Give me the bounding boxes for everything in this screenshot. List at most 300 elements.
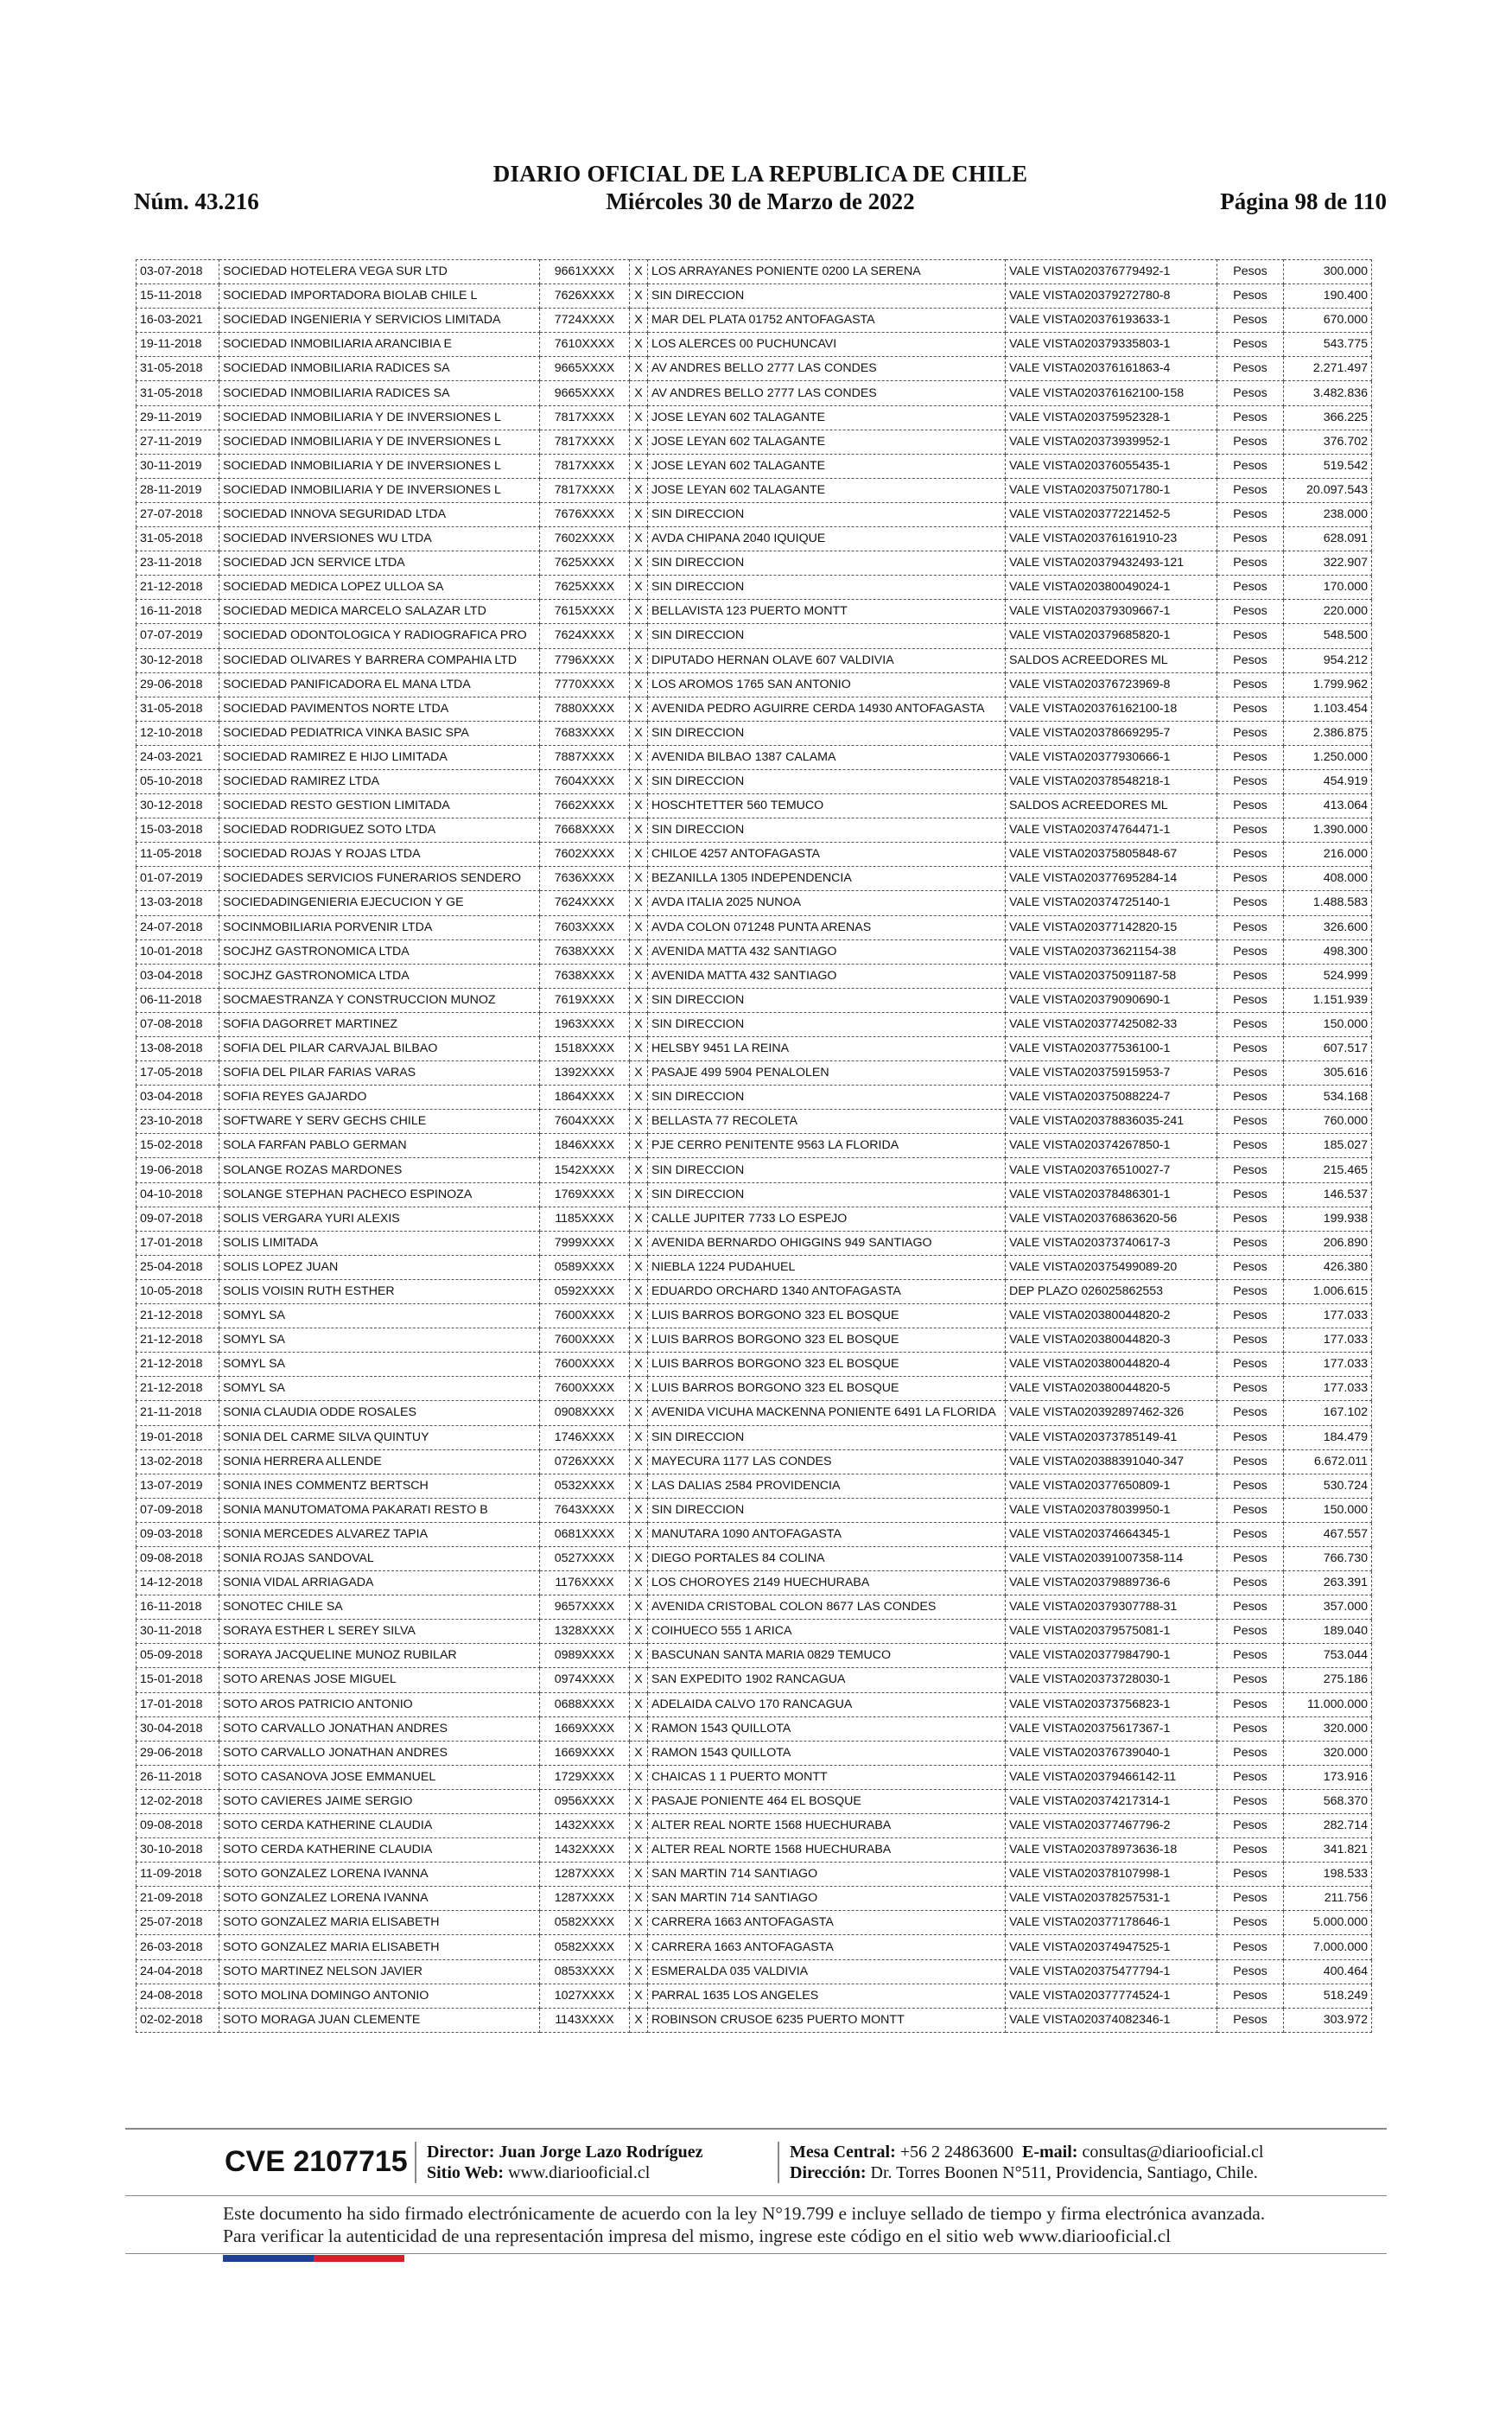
rut-cell: 0527XXXX [540,1546,630,1570]
currency-cell: Pesos [1217,624,1284,648]
mark-cell: X [630,1959,648,1984]
currency-cell: Pesos [1217,988,1284,1012]
rut-cell: 1027XXXX [540,1984,630,2008]
rut-cell: 1392XXXX [540,1061,630,1086]
table-row [137,502,1372,526]
date-cell: 15-11-2018 [137,284,219,309]
mark-cell: X [630,964,648,988]
address-cell: PJE CERRO PENITENTE 9563 LA FLORIDA [648,1134,1006,1158]
currency-cell: Pesos [1217,1110,1284,1134]
mark-cell: X [630,1134,648,1158]
address-cell: BEZANILLA 1305 INDEPENDENCIA [648,867,1006,891]
table-row [137,624,1372,648]
mark-cell: X [630,867,648,891]
document-cell: VALE VISTA020376193633-1 [1006,309,1217,333]
document-cell: VALE VISTA020376162100-158 [1006,381,1217,405]
document-cell: VALE VISTA020377221452-5 [1006,502,1217,526]
rut-cell: 1287XXXX [540,1887,630,1911]
rut-cell: 7817XXXX [540,478,630,502]
table-row [137,648,1372,672]
site-link[interactable]: www.diariooficial.cl [508,2163,651,2182]
currency-cell: Pesos [1217,1814,1284,1838]
footer-director-block [427,2142,703,2183]
address-cell: ADELAIDA CALVO 170 RANCAGUA [648,1692,1006,1716]
address-cell: MANUTARA 1090 ANTOFAGASTA [648,1522,1006,1546]
mark-cell: X [630,818,648,843]
rut-cell: 9657XXXX [540,1595,630,1620]
address-cell: SIN DIRECCION [648,1012,1006,1036]
currency-cell: Pesos [1217,527,1284,551]
table-row [137,1959,1372,1984]
name-cell: SOTO MOLINA DOMINGO ANTONIO [219,1984,540,2008]
table-row [137,1425,1372,1449]
mark-cell: X [630,1571,648,1595]
document-cell: VALE VISTA020378669295-7 [1006,721,1217,745]
amount-cell: 568.370 [1284,1789,1372,1813]
name-cell: SOTO ARENAS JOSE MIGUEL [219,1668,540,1692]
mark-cell: X [630,1425,648,1449]
table-row [137,867,1372,891]
currency-cell: Pesos [1217,1328,1284,1353]
currency-cell: Pesos [1217,1863,1284,1887]
mark-cell: X [630,1377,648,1401]
address-cell: CARRERA 1663 ANTOFAGASTA [648,1935,1006,1959]
name-cell: SOLANGE ROZAS MARDONES [219,1158,540,1182]
currency-cell: Pesos [1217,721,1284,745]
rut-cell: 0974XXXX [540,1668,630,1692]
date-cell: 10-01-2018 [137,939,219,964]
address-cell: PASAJE PONIENTE 464 EL BOSQUE [648,1789,1006,1813]
table-row [137,1401,1372,1425]
table-row [137,988,1372,1012]
mark-cell: X [630,1546,648,1570]
table-row [137,1086,1372,1110]
name-cell: SOCIEDAD MEDICA LOPEZ ULLOA SA [219,576,540,600]
amount-cell: 5.000.000 [1284,1911,1372,1935]
address-text: Dr. Torres Boonen N°511, Providencia, Santiago, Chile. [870,2163,1258,2182]
currency-cell: Pesos [1217,551,1284,576]
date-cell: 07-09-2018 [137,1498,219,1522]
table-row [137,405,1372,430]
currency-cell: Pesos [1217,1425,1284,1449]
address-cell: SIN DIRECCION [648,988,1006,1012]
rut-cell: 0908XXXX [540,1401,630,1425]
date-cell: 31-05-2018 [137,527,219,551]
table-row [137,672,1372,697]
currency-cell: Pesos [1217,1959,1284,1984]
currency-cell: Pesos [1217,794,1284,818]
table-row [137,1887,1372,1911]
rut-cell: 7615XXXX [540,600,630,624]
currency-cell: Pesos [1217,1668,1284,1692]
date-cell: 01-07-2019 [137,867,219,891]
date-cell: 25-04-2018 [137,1255,219,1279]
mesa-label: Mesa Central: [790,2143,896,2162]
name-cell: SOCIEDAD IMPORTADORA BIOLAB CHILE L [219,284,540,309]
name-cell: SOTO GONZALEZ MARIA ELISABETH [219,1935,540,1959]
document-cell: VALE VISTA020374217314-1 [1006,1789,1217,1813]
document-cell: VALE VISTA020377930666-1 [1006,745,1217,769]
currency-cell: Pesos [1217,1012,1284,1036]
date-cell: 24-03-2021 [137,745,219,769]
flag-stripe-blue [223,2255,314,2262]
mark-cell: X [630,721,648,745]
address-cell: SIN DIRECCION [648,624,1006,648]
table-row [137,1789,1372,1813]
mark-cell: X [630,939,648,964]
rut-cell: 7600XXXX [540,1328,630,1353]
amount-cell: 177.033 [1284,1304,1372,1328]
amount-cell: 753.044 [1284,1644,1372,1668]
document-cell: VALE VISTA020374267850-1 [1006,1134,1217,1158]
amount-cell: 766.730 [1284,1546,1372,1570]
mark-cell: X [630,915,648,939]
amount-cell: 7.000.000 [1284,1935,1372,1959]
name-cell: SOFTWARE Y SERV GECHS CHILE [219,1110,540,1134]
mark-cell: X [630,672,648,697]
table-row [137,1668,1372,1692]
currency-cell: Pesos [1217,818,1284,843]
date-cell: 30-11-2018 [137,1620,219,1644]
rut-cell: 7604XXXX [540,769,630,793]
table-row [137,1984,1372,2008]
amount-cell: 320.000 [1284,1741,1372,1765]
flag-stripe-red [314,2255,404,2262]
address-cell: ALTER REAL NORTE 1568 HUECHURABA [648,1838,1006,1863]
date-cell: 07-07-2019 [137,624,219,648]
date-cell: 11-05-2018 [137,843,219,867]
date-cell: 09-03-2018 [137,1522,219,1546]
date-cell: 24-08-2018 [137,1984,219,2008]
currency-cell: Pesos [1217,1571,1284,1595]
name-cell: SORAYA JACQUELINE MUNOZ RUBILAR [219,1644,540,1668]
address-cell: SAN MARTIN 714 SANTIAGO [648,1863,1006,1887]
mark-cell: X [630,1498,648,1522]
amount-cell: 177.033 [1284,1353,1372,1377]
table-row [137,843,1372,867]
name-cell: SOCJHZ GASTRONOMICA LTDA [219,964,540,988]
amount-cell: 198.533 [1284,1863,1372,1887]
document-cell: VALE VISTA020375499089-20 [1006,1255,1217,1279]
footer-divider [778,2142,779,2183]
currency-cell: Pesos [1217,867,1284,891]
mark-cell: X [630,1037,648,1061]
amount-cell: 357.000 [1284,1595,1372,1620]
currency-cell: Pesos [1217,1498,1284,1522]
amount-cell: 670.000 [1284,309,1372,333]
amount-cell: 628.091 [1284,527,1372,551]
currency-cell: Pesos [1217,1207,1284,1231]
document-cell: VALE VISTA020373728030-1 [1006,1668,1217,1692]
date-cell: 24-07-2018 [137,915,219,939]
records-table [136,259,1372,2033]
table-row [137,1814,1372,1838]
date-cell: 21-11-2018 [137,1401,219,1425]
address-cell: COIHUECO 555 1 ARICA [648,1620,1006,1644]
amount-cell: 1.151.939 [1284,988,1372,1012]
name-cell: SOCIEDAD INMOBILIARIA Y DE INVERSIONES L [219,478,540,502]
name-cell: SOTO MARTINEZ NELSON JAVIER [219,1959,540,1984]
document-cell: VALE VISTA020380049024-1 [1006,576,1217,600]
address-cell: SIN DIRECCION [648,1498,1006,1522]
table-row [137,309,1372,333]
name-cell: SOTO GONZALEZ LORENA IVANNA [219,1887,540,1911]
document-cell: VALE VISTA020373785149-41 [1006,1425,1217,1449]
rut-cell: 7600XXXX [540,1304,630,1328]
amount-cell: 150.000 [1284,1012,1372,1036]
amount-cell: 199.938 [1284,1207,1372,1231]
name-cell: SOCIEDAD INVERSIONES WU LTDA [219,527,540,551]
mark-cell: X [630,1692,648,1716]
currency-cell: Pesos [1217,309,1284,333]
currency-cell: Pesos [1217,1401,1284,1425]
mark-cell: X [630,357,648,381]
name-cell: SOLIS LIMITADA [219,1231,540,1255]
document-cell: VALE VISTA020377178646-1 [1006,1911,1217,1935]
rut-cell: 1669XXXX [540,1741,630,1765]
document-cell: VALE VISTA020376723969-8 [1006,672,1217,697]
address-cell: AVDA CHIPANA 2040 IQUIQUE [648,527,1006,551]
rut-cell: 0989XXXX [540,1644,630,1668]
address-cell: BASCUNAN SANTA MARIA 0829 TEMUCO [648,1644,1006,1668]
currency-cell: Pesos [1217,1595,1284,1620]
rut-cell: 7887XXXX [540,745,630,769]
currency-cell: Pesos [1217,1304,1284,1328]
name-cell: SOCIEDAD ODONTOLOGICA Y RADIOGRAFICA PRO [219,624,540,648]
table-row [137,1182,1372,1207]
name-cell: SOCIEDAD INGENIERIA Y SERVICIOS LIMITADA [219,309,540,333]
amount-cell: 1.250.000 [1284,745,1372,769]
date-cell: 03-04-2018 [137,964,219,988]
address-cell: AV ANDRES BELLO 2777 LAS CONDES [648,357,1006,381]
document-cell: VALE VISTA020379466142-11 [1006,1765,1217,1789]
address-cell: SAN MARTIN 714 SANTIAGO [648,1887,1006,1911]
address-cell: CALLE JUPITER 7733 LO ESPEJO [648,1207,1006,1231]
table-row [137,1644,1372,1668]
date-cell: 25-07-2018 [137,1911,219,1935]
rut-cell: 7999XXXX [540,1231,630,1255]
address-cell: RAMON 1543 QUILLOTA [648,1741,1006,1765]
currency-cell: Pesos [1217,357,1284,381]
date-cell: 15-02-2018 [137,1134,219,1158]
name-cell: SOCIEDAD RAMIREZ E HIJO LIMITADA [219,745,540,769]
amount-cell: 216.000 [1284,843,1372,867]
address-cell: BELLASTA 77 RECOLETA [648,1110,1006,1134]
date-cell: 19-01-2018 [137,1425,219,1449]
date-cell: 19-06-2018 [137,1158,219,1182]
table-row [137,1377,1372,1401]
document-cell: VALE VISTA020379272780-8 [1006,284,1217,309]
amount-cell: 426.380 [1284,1255,1372,1279]
amount-cell: 519.542 [1284,454,1372,478]
name-cell: SOCIEDAD RAMIREZ LTDA [219,769,540,793]
address-cell: JOSE LEYAN 602 TALAGANTE [648,478,1006,502]
date-cell: 07-08-2018 [137,1012,219,1036]
table-row [137,1304,1372,1328]
date-cell: 11-09-2018 [137,1863,219,1887]
date-cell: 03-04-2018 [137,1086,219,1110]
publication-date: Miércoles 30 de Marzo de 2022 [606,188,915,214]
date-cell: 31-05-2018 [137,357,219,381]
currency-cell: Pesos [1217,478,1284,502]
rut-cell: 9661XXXX [540,260,630,284]
date-cell: 29-06-2018 [137,1741,219,1765]
currency-cell: Pesos [1217,1522,1284,1546]
address-cell: BELLAVISTA 123 PUERTO MONTT [648,600,1006,624]
address-cell: LOS AROMOS 1765 SAN ANTONIO [648,672,1006,697]
rut-cell: 1542XXXX [540,1158,630,1182]
address-cell: SIN DIRECCION [648,721,1006,745]
name-cell: SONIA DEL CARME SILVA QUINTUY [219,1425,540,1449]
rut-cell: 1864XXXX [540,1086,630,1110]
date-cell: 26-03-2018 [137,1935,219,1959]
name-cell: SOCIEDADES SERVICIOS FUNERARIOS SENDERO [219,867,540,891]
mark-cell: X [630,478,648,502]
table-row [137,1571,1372,1595]
name-cell: SONIA CLAUDIA ODDE ROSALES [219,1401,540,1425]
date-cell: 15-03-2018 [137,818,219,843]
table-row [137,697,1372,721]
amount-cell: 282.714 [1284,1814,1372,1838]
name-cell: SOTO CERDA KATHERINE CLAUDIA [219,1838,540,1863]
date-cell: 31-05-2018 [137,697,219,721]
date-cell: 03-07-2018 [137,260,219,284]
mark-cell: X [630,1061,648,1086]
document-cell: VALE VISTA020373756823-1 [1006,1692,1217,1716]
currency-cell: Pesos [1217,1182,1284,1207]
mark-cell: X [630,1401,648,1425]
mark-cell: X [630,2008,648,2032]
amount-cell: 2.386.875 [1284,721,1372,745]
currency-cell: Pesos [1217,1158,1284,1182]
amount-cell: 524.999 [1284,964,1372,988]
rut-cell: 7668XXXX [540,818,630,843]
rut-cell: 7662XXXX [540,794,630,818]
document-cell: VALE VISTA020378836035-241 [1006,1110,1217,1134]
table-row [137,1353,1372,1377]
document-cell: VALE VISTA020380044820-4 [1006,1353,1217,1377]
currency-cell: Pesos [1217,697,1284,721]
document-cell: VALE VISTA020379335803-1 [1006,333,1217,357]
address-cell: LAS DALIAS 2584 PROVIDENCIA [648,1474,1006,1498]
rut-cell: 7603XXXX [540,915,630,939]
mark-cell: X [630,1668,648,1692]
table-row [137,915,1372,939]
address-cell: AVENIDA MATTA 432 SANTIAGO [648,964,1006,988]
name-cell: SOCIEDAD JCN SERVICE LTDA [219,551,540,576]
amount-cell: 341.821 [1284,1838,1372,1863]
mark-cell: X [630,1012,648,1036]
table-row [137,478,1372,502]
mark-cell: X [630,576,648,600]
table-row [137,284,1372,309]
document-cell: VALE VISTA020373621154-38 [1006,939,1217,964]
address-cell: PARRAL 1635 LOS ANGELES [648,1984,1006,2008]
amount-cell: 300.000 [1284,260,1372,284]
currency-cell: Pesos [1217,381,1284,405]
currency-cell: Pesos [1217,939,1284,964]
currency-cell: Pesos [1217,600,1284,624]
document-cell: VALE VISTA020378548218-1 [1006,769,1217,793]
document-cell: VALE VISTA020379432493-121 [1006,551,1217,576]
table-row [137,1012,1372,1036]
document-cell: VALE VISTA020375915953-7 [1006,1061,1217,1086]
amount-cell: 1.103.454 [1284,697,1372,721]
address-label: Dirección: [790,2163,867,2182]
address-cell: SIN DIRECCION [648,284,1006,309]
address-cell: SIN DIRECCION [648,1086,1006,1110]
mark-cell: X [630,624,648,648]
table-row [137,2008,1372,2032]
rut-cell: 7626XXXX [540,284,630,309]
document-cell: VALE VISTA020380044820-2 [1006,1304,1217,1328]
address-cell: CHAICAS 1 1 PUERTO MONTT [648,1765,1006,1789]
date-cell: 28-11-2019 [137,478,219,502]
mark-cell: X [630,1110,648,1134]
name-cell: SONIA MANUTOMATOMA PAKARATI RESTO B [219,1498,540,1522]
currency-cell: Pesos [1217,1765,1284,1789]
document-cell: VALE VISTA020374947525-1 [1006,1935,1217,1959]
email-link[interactable]: consultas@diariooficial.cl [1082,2143,1264,2162]
name-cell: SOTO CARVALLO JONATHAN ANDRES [219,1741,540,1765]
document-cell: VALE VISTA020376161910-23 [1006,527,1217,551]
table-row [137,1935,1372,1959]
name-cell: SOCIEDAD INMOBILIARIA Y DE INVERSIONES L [219,405,540,430]
amount-cell: 206.890 [1284,1231,1372,1255]
amount-cell: 530.724 [1284,1474,1372,1498]
table-row [137,600,1372,624]
page-number: Página 98 de 110 [1220,188,1387,214]
amount-cell: 146.537 [1284,1182,1372,1207]
name-cell: SONIA HERRERA ALLENDE [219,1449,540,1474]
name-cell: SOTO AROS PATRICIO ANTONIO [219,1692,540,1716]
rut-cell: 1143XXXX [540,2008,630,2032]
amount-cell: 150.000 [1284,1498,1372,1522]
name-cell: SOCMAESTRANZA Y CONSTRUCCION MUNOZ [219,988,540,1012]
address-cell: HELSBY 9451 LA REINA [648,1037,1006,1061]
date-cell: 21-12-2018 [137,576,219,600]
date-cell: 31-05-2018 [137,381,219,405]
table-row [137,745,1372,769]
document-cell: SALDOS ACREEDORES ML [1006,794,1217,818]
name-cell: SOMYL SA [219,1328,540,1353]
table-row [137,964,1372,988]
address-cell: EDUARDO ORCHARD 1340 ANTOFAGASTA [648,1279,1006,1303]
rut-cell: 7638XXXX [540,964,630,988]
mark-cell: X [630,309,648,333]
date-cell: 13-07-2019 [137,1474,219,1498]
document-cell: VALE VISTA020380044820-3 [1006,1328,1217,1353]
name-cell: SOCIEDAD INMOBILIARIA RADICES SA [219,357,540,381]
name-cell: SONIA VIDAL ARRIAGADA [219,1571,540,1595]
mark-cell: X [630,1765,648,1789]
rut-cell: 0726XXXX [540,1449,630,1474]
footer-contact-block [790,2142,1263,2183]
document-cell: VALE VISTA020374725140-1 [1006,891,1217,915]
currency-cell: Pesos [1217,1620,1284,1644]
table-row [137,1037,1372,1061]
mark-cell: X [630,1255,648,1279]
currency-cell: Pesos [1217,1644,1284,1668]
name-cell: SOFIA REYES GAJARDO [219,1086,540,1110]
date-cell: 30-04-2018 [137,1716,219,1741]
document-cell: VALE VISTA020379309667-1 [1006,600,1217,624]
footer-info [199,2135,1322,2195]
currency-cell: Pesos [1217,1741,1284,1765]
rut-cell: 0582XXXX [540,1935,630,1959]
amount-cell: 173.916 [1284,1765,1372,1789]
date-cell: 16-11-2018 [137,1595,219,1620]
